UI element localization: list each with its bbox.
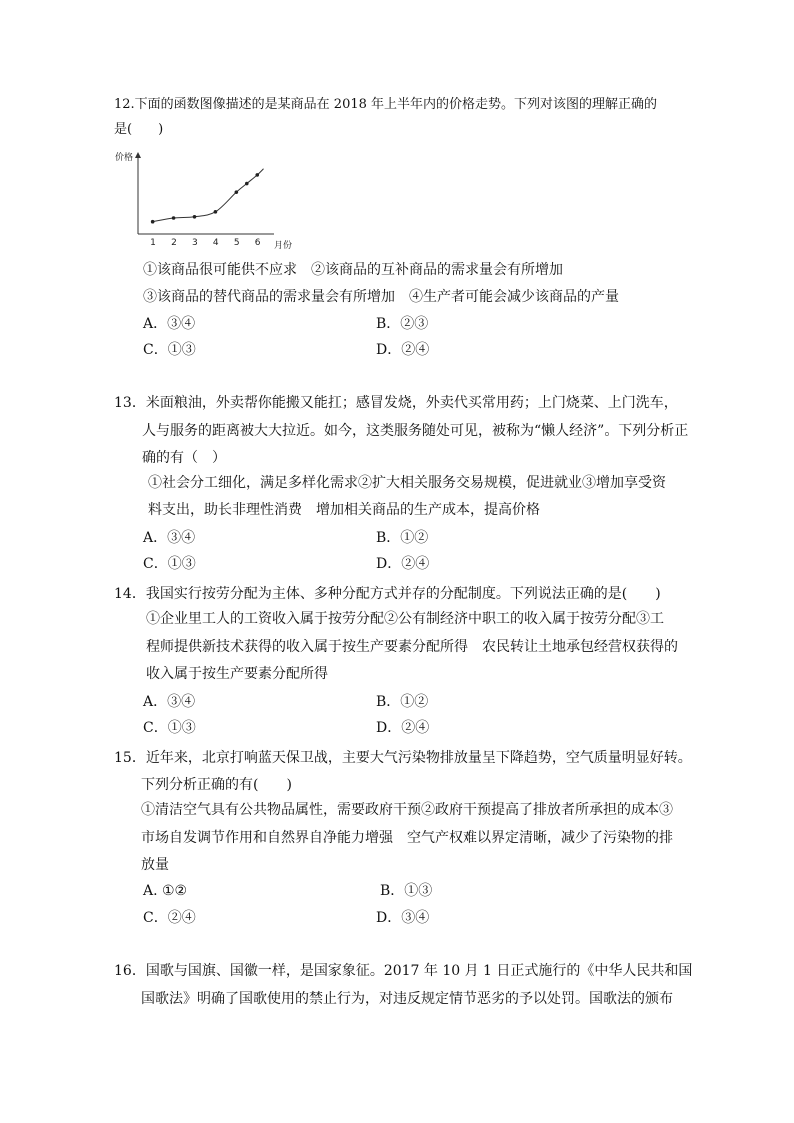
q15-stem-line-2: 下列分析正确的有( ) (141, 777, 292, 793)
q16-stem-line-1: 16．国歌与国旗、国徽一样，是国家象征。2017 年 10 月 1 日正式施行的《中华人民共和国 (114, 963, 693, 979)
q15-option-d[interactable]: D．③④ (376, 910, 430, 926)
chart-ylabel: 价格 (115, 153, 134, 163)
x-tick-label: 6 (254, 238, 261, 248)
x-tick-label: 5 (233, 238, 240, 248)
q15-statements-line-2: 市场自发调节作用和自然界自净能力增强 空气产权难以界定清晰，减少了污染物的排 (141, 830, 673, 846)
data-point (172, 216, 176, 220)
data-point (245, 182, 249, 186)
q15-option-c[interactable]: C．②④ (143, 910, 196, 926)
data-point (193, 215, 197, 219)
price-chart (112, 148, 302, 256)
q14-statements-line-3: 收入属于按生产要素分配所得 (146, 666, 328, 682)
q13-stem-line-2: 人与服务的距离被大大拉近。如今，这类服务随处可见，被称为“懒人经济”。下列分析正 (142, 423, 689, 439)
q13-statements-line-1: ①社会分工细化，满足多样化需求②扩大相关服务交易规模，促进就业③增加享受资 (148, 475, 666, 491)
q14-statements-line-2: 程师提供新技术获得的收入属于按生产要素分配所得 农民转让土地承包经营权获得的 (146, 639, 678, 655)
data-point (255, 173, 259, 177)
data-point (214, 210, 218, 214)
y-axis-arrow (135, 152, 141, 158)
q13-statements-line-2: 料支出，助长非理性消费 增加相关商品的生产成本，提高价格 (148, 502, 540, 518)
q15-stem-line-1: 15．近年来，北京打响蓝天保卫战，主要大气污染物排放量呈下降趋势，空气质量明显好转。 (114, 750, 692, 766)
q14-option-b[interactable]: B．①② (376, 694, 429, 710)
q13-option-a[interactable]: A．③④ (143, 530, 196, 546)
q12-option-b[interactable]: B．②③ (376, 316, 429, 332)
q14-stem: 14．我国实行按劳分配为主体、多种分配方式并存的分配制度。下列说法正确的是( ) (114, 586, 661, 602)
price-curve (153, 169, 264, 222)
q12-statement-3-4: ③该商品的替代商品的需求量会有所增加 ④生产者可能会减少该商品的产量 (143, 289, 619, 305)
q12-option-d[interactable]: D．②④ (376, 342, 430, 358)
q12-stem: 12.下面的函数图像描述的是某商品在 2018 年上半年内的价格走势。下列对该图的理解正确的 (114, 97, 658, 112)
chart-xlabel: 月份 (274, 241, 293, 251)
q13-option-b[interactable]: B．①② (376, 530, 429, 546)
q12-option-c[interactable]: C．①③ (143, 342, 196, 358)
q15-statements-line-3: 放量 (141, 857, 169, 873)
data-point (151, 220, 155, 224)
x-tick-label: 3 (191, 238, 198, 248)
q16-stem-line-2: 国歌法》明确了国歌使用的禁止行为，对违反规定情节恶劣的予以处罚。国歌法的颁布 (141, 991, 673, 1007)
q13-stem-line-1: 13．米面粮油，外卖帮你能搬又能扛；感冒发烧，外卖代买常用药；上门烧菜、上门洗车， (114, 395, 678, 411)
q14-statements-line-1: ①企业里工人的工资收入属于按劳分配②公有制经济中职工的收入属于按劳分配③工 (146, 611, 664, 627)
q12-option-a[interactable]: A．③④ (143, 316, 196, 332)
x-tick-label: 1 (150, 238, 156, 248)
data-point (235, 190, 239, 194)
x-tick-label: 2 (171, 238, 177, 248)
q15-option-b[interactable]: B．①③ (380, 883, 433, 899)
q14-option-a[interactable]: A．③④ (143, 694, 196, 710)
q14-option-d[interactable]: D．②④ (376, 720, 430, 736)
q12-statement-1-2: ①该商品很可能供不应求 ②该商品的互补商品的需求量会有所增加 (143, 262, 563, 278)
x-tick-label: 4 (212, 238, 219, 248)
q13-stem-line-3: 确的有（ ） (142, 450, 226, 466)
q15-option-a[interactable]: A. ①② (143, 883, 188, 899)
q15-statements-line-1: ①清洁空气具有公共物品属性，需要政府干预②政府干预提高了排放者所承担的成本③ (141, 802, 673, 818)
q12-stem-cont: 是( ) (114, 122, 164, 137)
q13-option-c[interactable]: C．①③ (143, 556, 196, 572)
q14-option-c[interactable]: C．①③ (143, 720, 196, 736)
q13-option-d[interactable]: D．②④ (376, 556, 430, 572)
